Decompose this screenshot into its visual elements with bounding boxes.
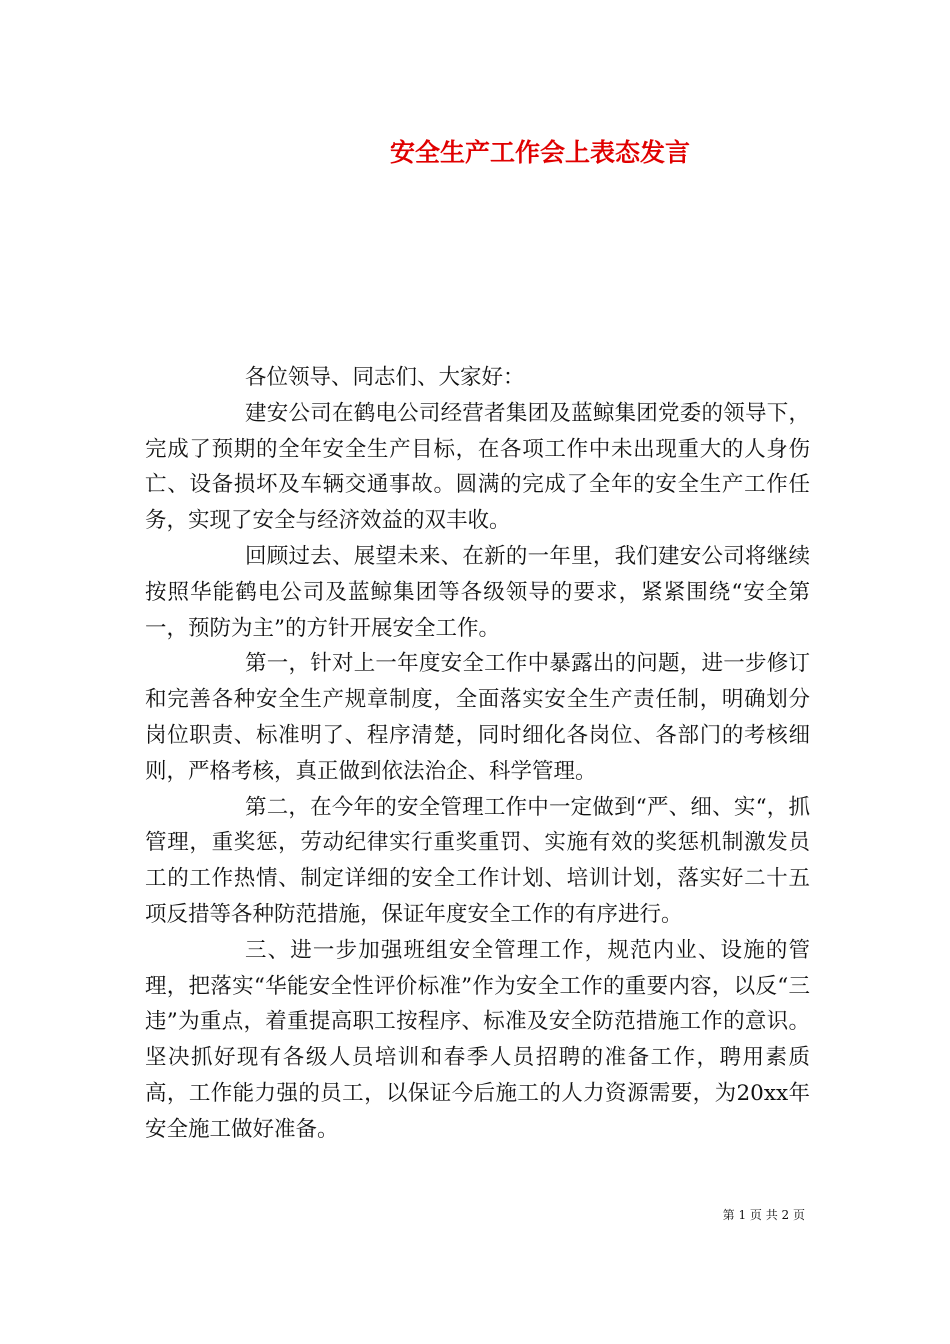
paragraph-greeting: 各位领导、同志们、大家好： [245,365,525,390]
paragraph-first-point: 第一，针对上一年度安全工作中暴露出的问题，进一步修订和完善各种安全生产规章制度，全面落实安全生产责任制，明确划分岗位职责、标准明了、程序清楚，同时细化各岗位、各部门的考核细则，严格考核，真正做到依法治企、科学管理。 [145,651,810,784]
paragraph-third-point: 三、进一步加强班组安全管理工作，规范内业、设施的管理，把落实“华能安全性评价标准”作为安全工作的重要内容，以反“三违”为重点，着重提高职工按程序、标准及安全防范措施工作的意识。坚决抓好现有各级人员培训和春季人员招聘的准备工作，聘用素质高，工作能力强的员工，以保证今后施工的人力资源需要，为20xx年安全施工做好准备。 [145,937,810,1142]
paragraph-second-point: 第二，在今年的安全管理工作中一定做到“严、细、实“，抓管理，重奖惩，劳动纪律实行重奖重罚、实施有效的奖惩机制激发员工的工作热情、制定详细的安全工作计划、培训计划，落实好二十五项反措等各种防范措施，保证年度安全工作的有序进行。 [145,794,810,927]
document-title: 安全生产工作会上表态发言 [389,138,690,167]
document-body [145,360,810,1148]
page-number-footer: 第 1 页 共 2 页 [722,1208,805,1222]
paragraph-outlook: 回顾过去、展望未来、在新的一年里，我们建安公司将继续按照华能鹤电公司及蓝鲸集团等各级领导的要求，紧紧围绕“安全第一，预防为主”的方针开展安全工作。 [145,543,810,641]
paragraph-summary: 建安公司在鹤电公司经营者集团及蓝鲸集团党委的领导下，完成了预期的全年安全生产目标，在各项工作中未出现重大的人身伤亡、设备损坏及车辆交通事故。圆满的完成了全年的安全生产工作任务，实现了安全与经济效益的双丰收。 [145,400,810,534]
